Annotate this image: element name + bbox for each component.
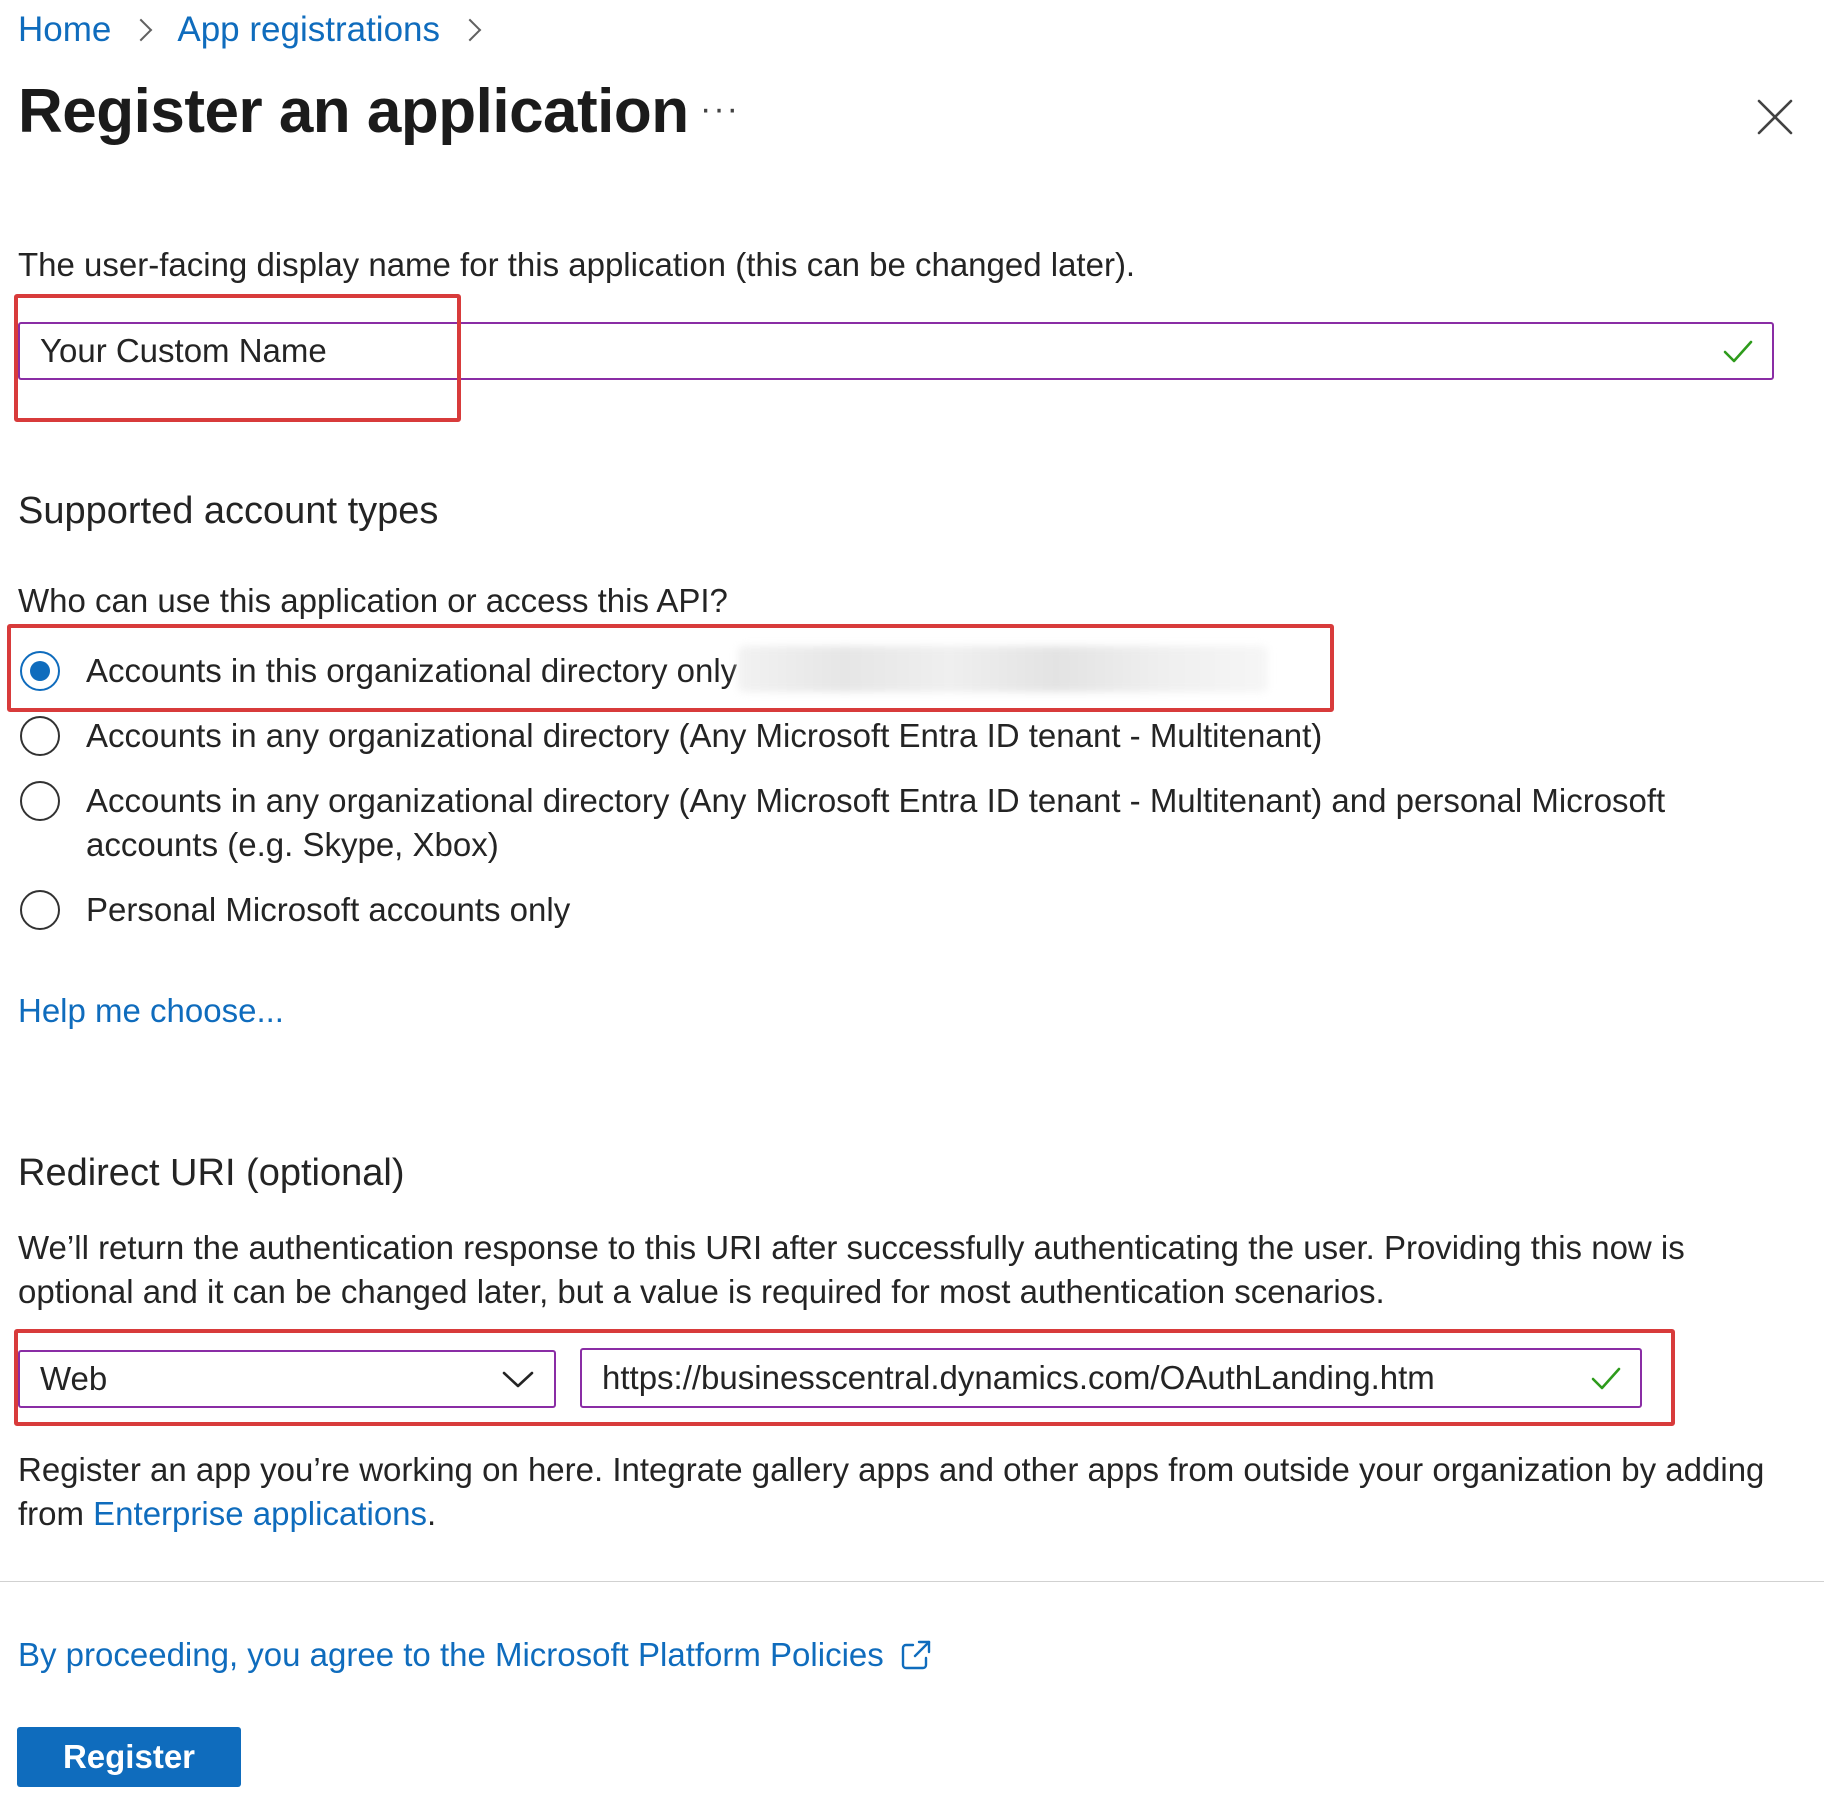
enterprise-applications-link[interactable]: Enterprise applications: [93, 1495, 428, 1532]
page-title: Register an application: [18, 77, 689, 146]
redirect-uri-input[interactable]: [602, 1350, 1570, 1406]
radio-label: Accounts in any organizational directory (Any Microsoft Entra ID tenant - Multitenant) and personal Microsoft accounts (e.g. Skype, Xbox): [86, 782, 1666, 863]
account-types-heading: Supported account types: [18, 490, 439, 532]
register-note: [18, 1448, 1798, 1536]
radio-option-multitenant-personal[interactable]: [20, 781, 1680, 867]
radio-option-single-tenant[interactable]: [20, 651, 737, 693]
radio-button[interactable]: [20, 716, 60, 756]
platform-policies-link[interactable]: [18, 1636, 934, 1674]
divider: [0, 1581, 1824, 1582]
radio-label: Accounts in this organizational directory only: [86, 652, 738, 689]
redirect-uri-field[interactable]: [580, 1348, 1642, 1408]
platform-select[interactable]: [18, 1350, 556, 1408]
chevron-down-icon: [500, 1364, 536, 1394]
display-name-input[interactable]: [40, 324, 1702, 378]
help-me-choose-link[interactable]: Help me choose...: [18, 992, 284, 1029]
register-button[interactable]: Register: [17, 1727, 241, 1787]
radio-option-multitenant[interactable]: [20, 716, 1322, 758]
chevron-right-icon: [459, 19, 482, 42]
radio-button-checked[interactable]: [20, 651, 60, 691]
radio-button[interactable]: [20, 781, 60, 821]
redacted-tenant-name: [738, 646, 1268, 692]
external-link-icon: [898, 1637, 934, 1673]
breadcrumb-home-link[interactable]: Home: [18, 10, 112, 49]
close-button[interactable]: [1753, 95, 1797, 139]
account-types-question: Who can use this application or access this API?: [18, 582, 728, 619]
redirect-uri-description: We’ll return the authentication response to this URI after successfully authenticating the user. Providing this now is optional and it can be changed later, but a value is required for most authentication scenarios.: [18, 1229, 1685, 1310]
check-icon: [1720, 333, 1756, 369]
radio-label: Accounts in any organizational directory (Any Microsoft Entra ID tenant - Multitenant): [86, 717, 1323, 754]
platform-policies-label: By proceeding, you agree to the Microsoft Platform Policies: [18, 1636, 884, 1673]
redirect-uri-heading: Redirect URI (optional): [18, 1152, 405, 1194]
radio-button[interactable]: [20, 890, 60, 930]
radio-option-personal[interactable]: [20, 890, 570, 932]
close-icon: [1753, 95, 1797, 139]
register-note-suffix: .: [427, 1495, 437, 1532]
platform-select-value: Web: [40, 1360, 108, 1397]
display-name-field[interactable]: [18, 322, 1774, 380]
register-note-text: Register an app you’re working on here. Integrate gallery apps and other apps from outside your organization by adding from: [18, 1451, 1765, 1532]
breadcrumb: [18, 10, 506, 50]
chevron-right-icon: [130, 19, 153, 42]
name-description: The user-facing display name for this application (this can be changed later).: [18, 246, 1136, 283]
more-options-button[interactable]: ···: [700, 90, 740, 128]
check-icon: [1588, 1360, 1624, 1396]
breadcrumb-app-registrations-link[interactable]: App registrations: [177, 10, 441, 49]
radio-label: Personal Microsoft accounts only: [86, 891, 571, 928]
